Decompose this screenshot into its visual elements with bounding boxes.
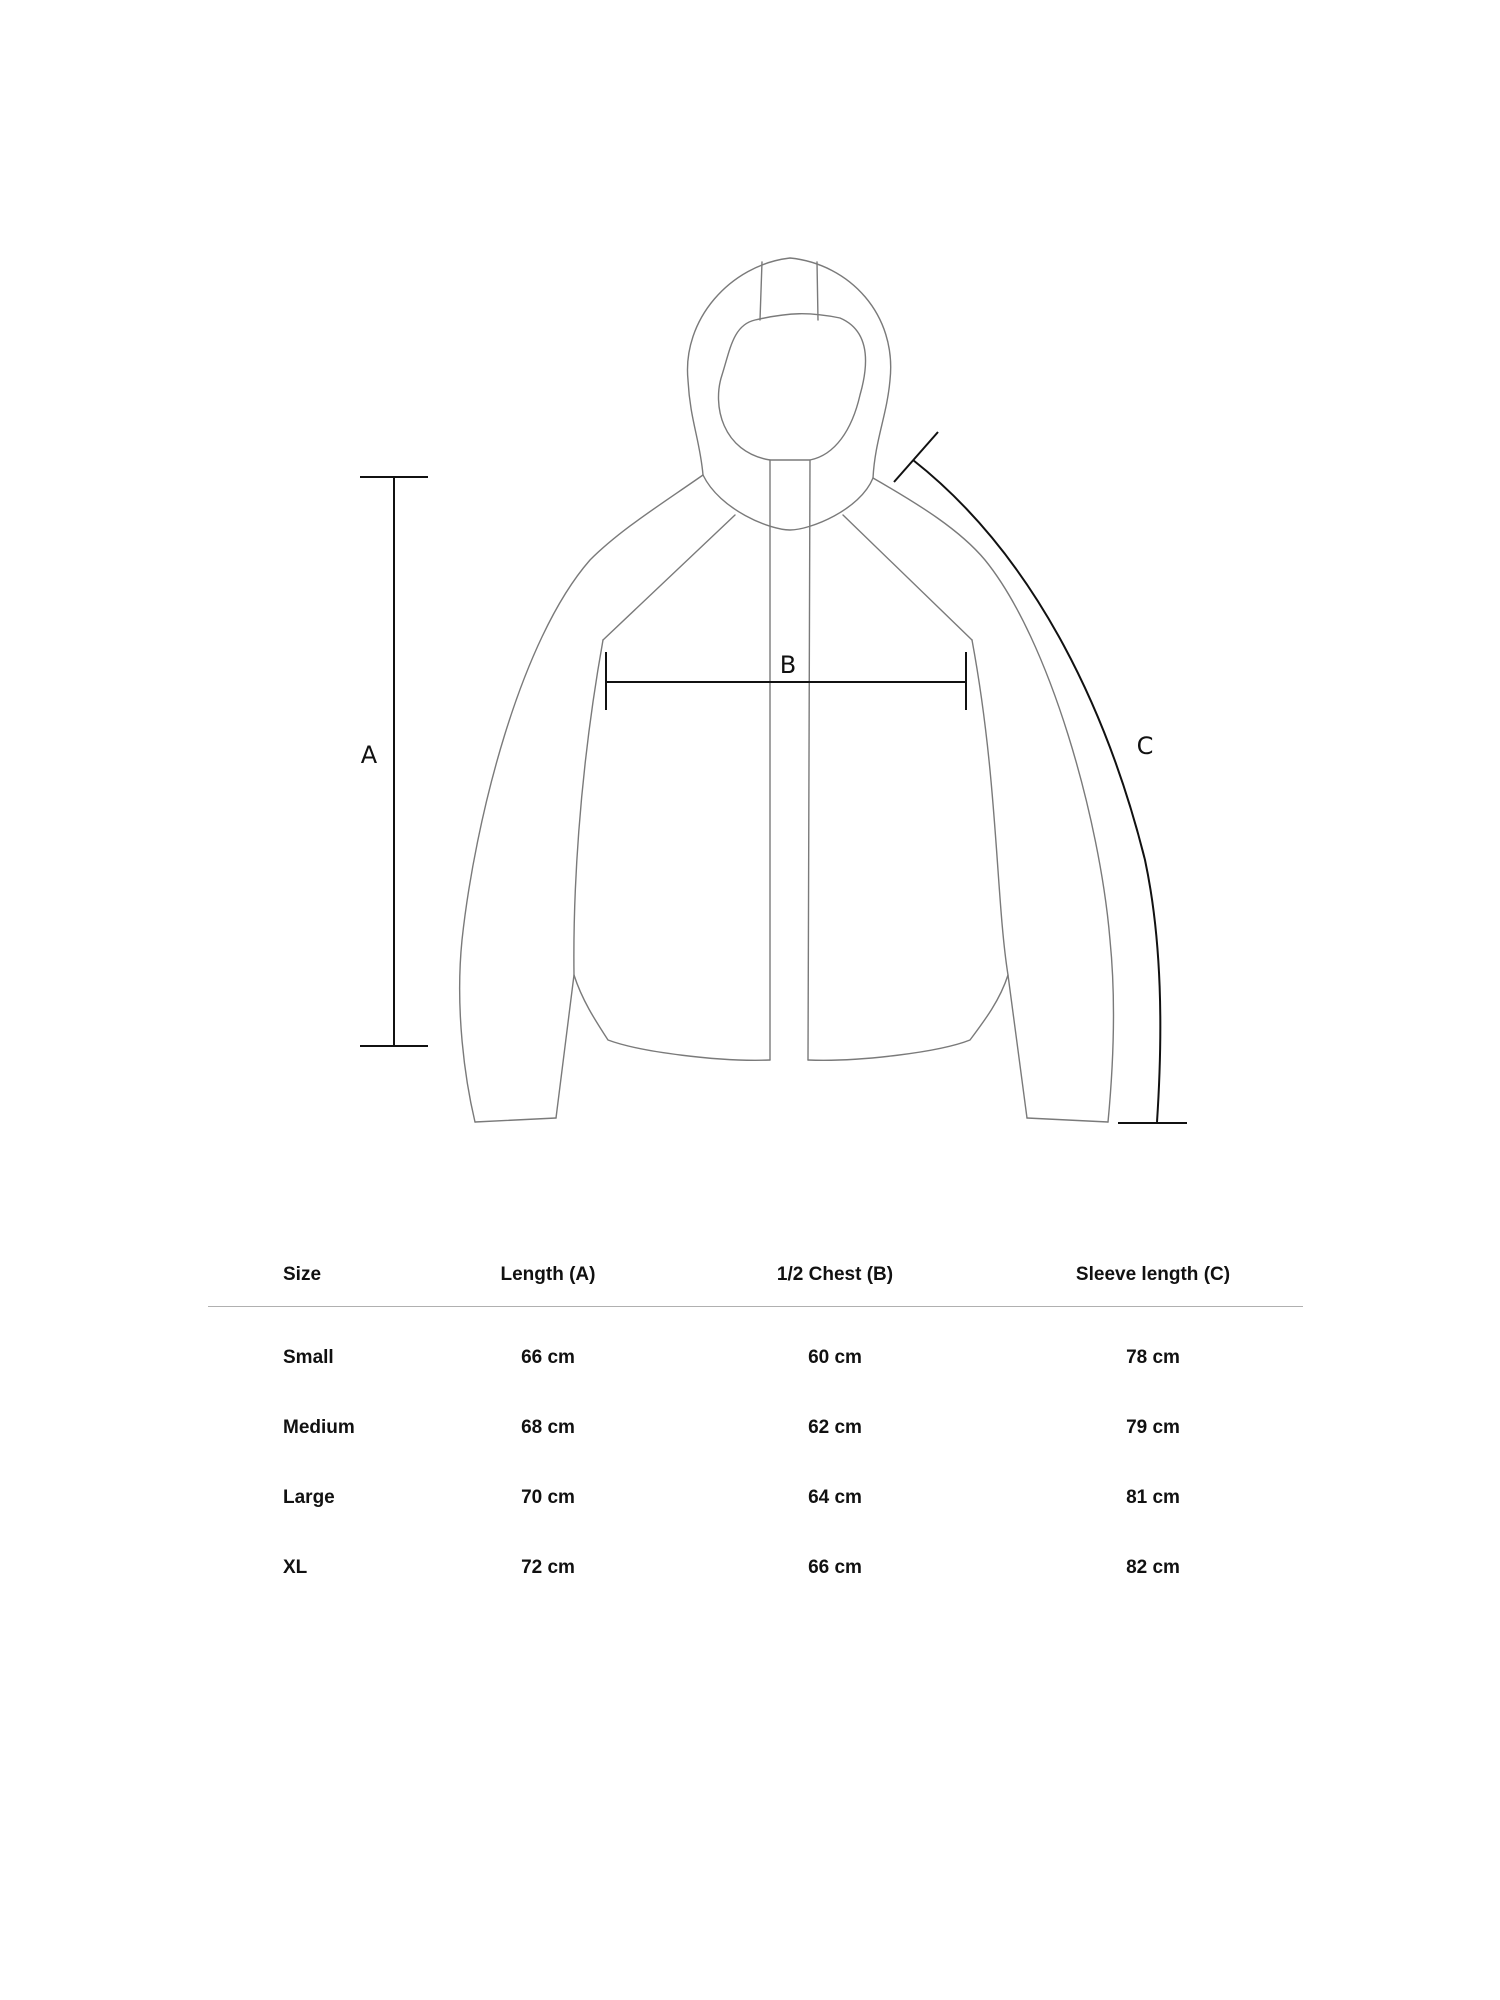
cell-size: Medium [283,1417,355,1438]
size-chart-header-row: Size Length (A) 1/2 Chest (B) Sleeve length (C) [208,1260,1303,1307]
zipper-placket [770,460,810,1060]
measure-c [894,432,1187,1123]
hood-outer [687,258,890,478]
size-chart-table [208,1260,1303,1587]
measure-b [606,651,966,710]
measure-a [360,477,428,1046]
hood-opening [718,314,865,460]
table-row: XL 72 cm 66 cm 82 cm [283,1557,1180,1578]
table-row: Medium 68 cm 62 cm 79 cm [283,1417,1180,1438]
hood-seam-left [760,262,762,320]
table-row: Large 70 cm 64 cm 81 cm [283,1487,1180,1508]
hood-seam-right [817,262,818,320]
measure-b-label: B [779,651,797,679]
cuff-right [1027,1118,1108,1122]
measure-c-label: C [1136,732,1154,760]
raglan-seam-left [603,515,735,640]
cell-size: Small [283,1347,334,1368]
cell-size: XL [283,1557,308,1578]
cuff-left [475,1118,556,1122]
measure-c-arc [913,460,1160,1122]
table-row: Small 66 cm 60 cm 78 cm [283,1347,1180,1368]
sleeve-right-inner [972,640,1027,1118]
hem-band [574,975,1008,1060]
sleeve-left-inner [556,640,603,1118]
jacket-outline [460,258,1114,1122]
raglan-seam-right [843,515,972,640]
header-size: Size [283,1264,322,1285]
measure-a-label: A [360,741,378,769]
size-chart-body [208,1307,1303,1587]
cell-size: Large [283,1487,335,1508]
